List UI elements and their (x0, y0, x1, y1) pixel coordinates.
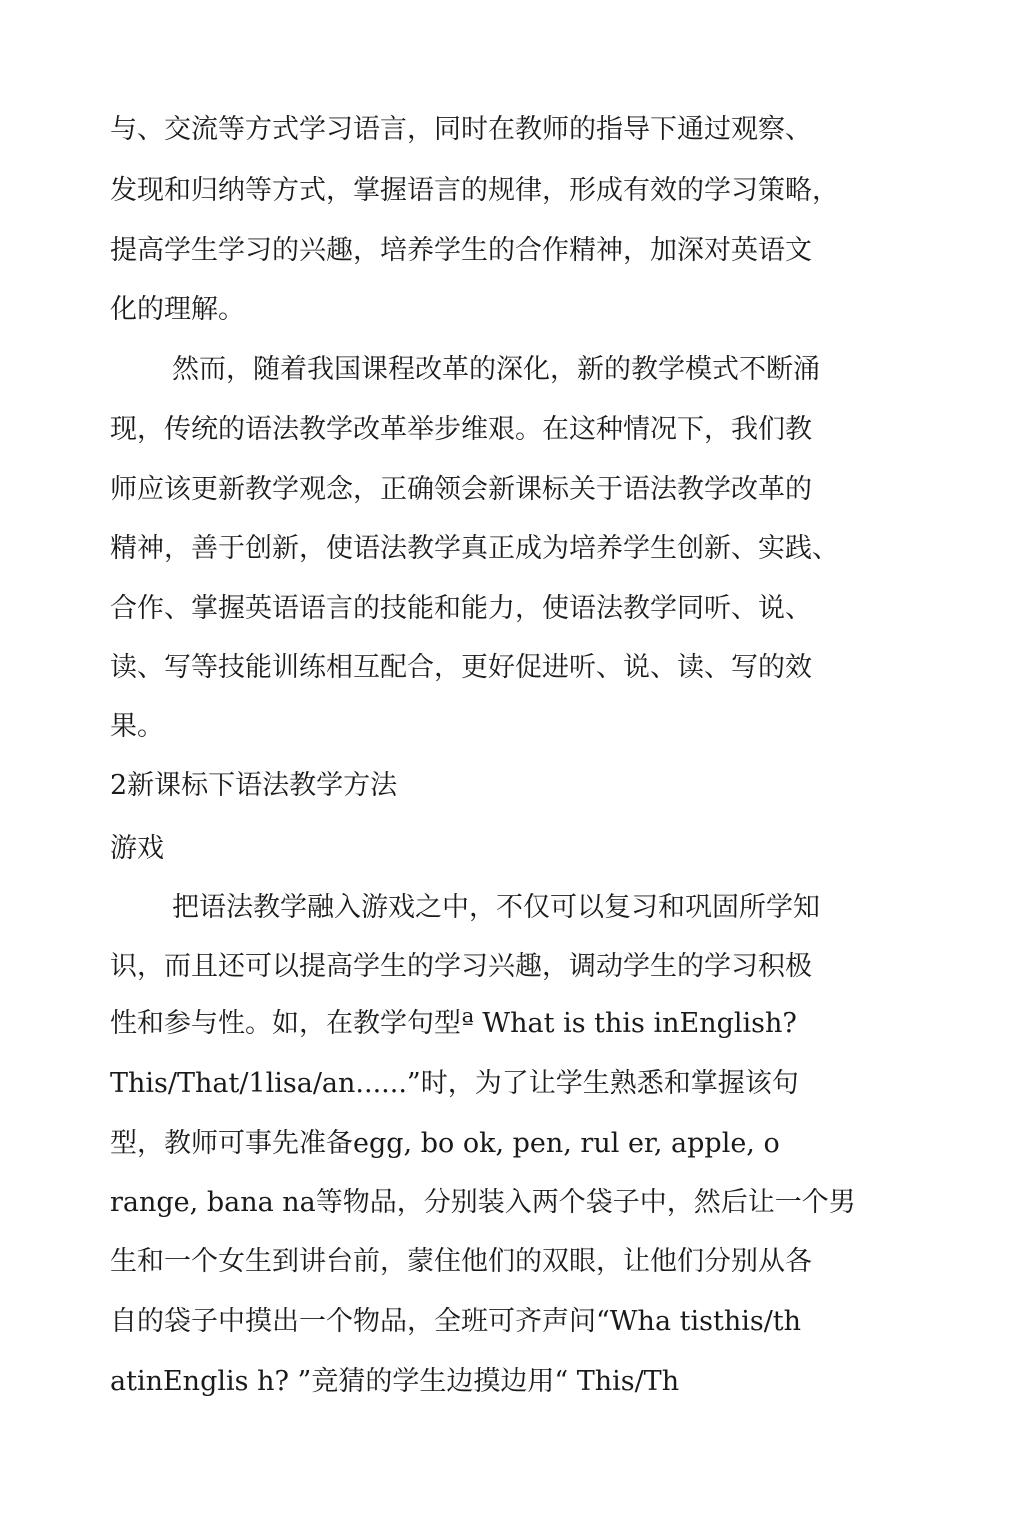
paragraph-line: atinEnglis h? ”竞猜的学生边摸边用“ This/Th (110, 1366, 680, 1397)
paragraph-line: 自的袋子中摸出一个物品，全班可齐声问“Wha tisthis/th (110, 1306, 802, 1337)
paragraph-line: 性和参与性。如，在教学句型ª What is this inEnglish? (110, 1008, 797, 1039)
paragraph-line: 化的理解。 (110, 294, 245, 325)
paragraph-line: 型，教师可事先准备egg, bo ok, pen, rul er, apple, o (110, 1128, 780, 1159)
paragraph-line: 合作、掌握英语语言的技能和能力，使语法教学同听、说、 (110, 593, 812, 624)
paragraph-line: 师应该更新教学观念，正确领会新课标关于语法教学改革的 (110, 474, 812, 505)
paragraph-line: 现，传统的语法教学改革举步维艰。在这种情况下，我们教 (110, 414, 812, 445)
paragraph-line: 与、交流等方式学习语言，同时在教师的指导下通过观察、 (110, 114, 812, 145)
paragraph-line: This/That/1lisa/an......”时，为了让学生熟悉和掌握该句 (110, 1068, 799, 1099)
paragraph-line: 果。 (110, 711, 164, 742)
paragraph-line: 生和一个女生到讲台前，蒙住他们的双眼，让他们分别从各 (110, 1246, 812, 1277)
subsection-heading: 游戏 (110, 833, 164, 864)
paragraph-line: 精神，善于创新，使语法教学真正成为培养学生创新、实践、 (110, 533, 839, 564)
paragraph-line: 把语法教学融入游戏之中，不仅可以复习和巩固所学知 (172, 892, 820, 923)
paragraph-line: 提高学生学习的兴趣，培养学生的合作精神，加深对英语文 (110, 235, 812, 266)
paragraph-line: 读、写等技能训练相互配合，更好促进听、说、读、写的效 (110, 652, 812, 683)
paragraph-line: 然而，随着我国课程改革的深化，新的教学模式不断涌 (172, 354, 820, 385)
paragraph-line: 发现和归纳等方式，掌握语言的规律，形成有效的学习策略， (110, 175, 839, 206)
paragraph-line: range, bana na等物品，分别装入两个袋子中，然后让一个男 (110, 1187, 856, 1218)
section-heading: 2新课标下语法教学方法 (110, 770, 398, 801)
paragraph-line: 识，而且还可以提高学生的学习兴趣，调动学生的学习积极 (110, 951, 812, 982)
